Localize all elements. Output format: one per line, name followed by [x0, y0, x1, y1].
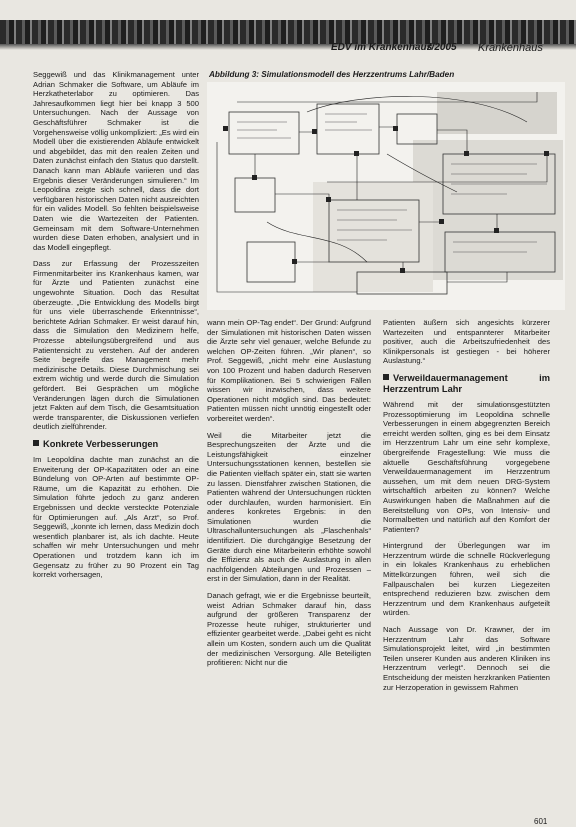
paragraph: Nach Aussage von Dr. Krawner, der im Herzzentrum Lahr das Software Simulationsprojekt leitet, wird „in bestimmten Teilen unserer Kunden aus anderen Kliniken ins Herzzentrum verlegt“. Dennoch sei die Entscheidung der meisten herzkranken Patienten zur Herzoperation in gewissem Rahmen	[383, 625, 550, 692]
running-header	[0, 42, 576, 56]
page-number: 601	[534, 817, 548, 826]
header-band	[0, 20, 576, 44]
paragraph: Dass zur Erfassung der Prozesszeiten Firmenmitarbeiter ins Krankenhaus kamen, war für Ärzte und Patienten zunächst eine ungewohnte Situation. Doch das Resultat überzeugte. „Die Entwicklung des Modells birgt für uns viele überraschende Erkenntnisse“, berichtete Adrian Schmaker. Er weist darauf hin, dass die Simulation den Medizinern helfe, Prozesse abteilungsübergreifend und aus Patientensicht zu verstehen. Auf der anderen Seite begreife das Management mehr medizinische Details. Diese Durchmischung sei extrem wichtig und werde durch die Simulation gefördert. Bei Gesprächen um mögliche Veränderungen lägen durch die Simulationen jetzt Fakten auf dem Tisch, die Gesamtsituation werde transparenter, die Diskussionen verliefen deutlich zielführender.	[33, 259, 199, 432]
paragraph: wann mein OP-Tag endet“. Der Grund: Aufgrund der Simulationen mit historischen Daten wissen die Ärzte sehr viel genauer, welche Befunde zu welchen OP-Zeiten führen. „Wir planen“, so Prof. Seggewiß, „nicht mehr eine Auslastung von 100 Prozent und haben dadurch Reserven für Komplikationen. Bei 5 schwierigen Fällen wissen wir inzwischen, dass weitere Operationen nicht möglich sind. Das bedeutet: Patienten müssen nicht unnötig eingestellt oder vorbereitet werden“.	[207, 318, 371, 423]
paragraph: Danach gefragt, wie er die Ergebnisse beurteilt, weist Adrian Schmaker darauf hin, dass aufgrund der größeren Transparenz der Prozesse heute ruhiger, strukturierter und effizienter gearbeitet werde. „Dabei geht es nicht allein um Kosten, sondern auch um die Qualität der medizinischen Versorgung. Alle Beteiligten profitieren: Nicht nur die	[207, 591, 371, 668]
section-heading: Verweildauermanagement im Herzzentrum Lahr	[383, 372, 550, 394]
column-2	[207, 318, 371, 675]
column-3	[383, 318, 550, 699]
paragraph: Weil die Mitarbeiter jetzt die Besprechungszeiten der Ärzte und die Leistungsfähigkeit einzelner Untersuchungsstationen kennen, bestellen sie die Patienten vielfach später ein, statt sie warten zu lassen. Dienstfahrer zwischen Stationen, die Patienten während der Untersuchungen rückten oder durchlaufen, wurden harmonisiert. Ein anderes konkretes Ergebnis: in den Simulationen wurden die Ultraschalluntersuchungen als „Flaschenhals“ identifiziert. Die durchgängige Besetzung der Geräte durch eine Mitarbeiterin erhöhte sowohl die Effizienz als auch die Auslastung in allen nachfolgenden Abteilungen und Prozessen – erst in der Simulation, dann in der Realität.	[207, 430, 371, 584]
column-1	[33, 70, 199, 587]
header-magazine: Krankenhaus	[478, 42, 543, 54]
figure-caption: Abbildung 3: Simulationsmodell des Herzzentrums Lahr/Baden	[209, 70, 455, 79]
paragraph: Während mit der simulationsgestützten Prozessoptimierung im Leopoldina schnelle Verbesserungen in einem abgegrenzten Bereich erreicht werden sollten, ging es bei dem Einsatz im Herzzentrum Lahr um eine sehr komplexe, übergreifende Fragestellung: Wie muss die aktuelle Geschäftsführung vorgegebene Verweildauermanagement im Herzzentrum aussehen, um mit dem neuen DRG-System wirtschaftlich arbeiten zu können? Welche Auswirkungen haben die Maßnahmen auf die Bereitstellung von OPs, von Intensiv- und Normalbetten und natürlich auf den Komfort der Patienten?	[383, 399, 550, 534]
square-bullet-icon	[33, 440, 39, 446]
simulation-model-figure	[207, 82, 565, 310]
section-heading: Konkrete Verbesserungen	[33, 439, 199, 450]
square-bullet-icon	[383, 374, 389, 380]
paragraph: Seggewiß und das Klinikmanagement unter Adrian Schmaker die Software, um Abläufe im Herzkatheterlabor zu optimieren. Das Jahresaufkommen liegt hier bei knapp 3 500 Untersuchungen. Nach der Aussage von Geschäftsführer Schmaker ist die Vorgehensweise völlig unkompliziert: „Es wird ein Modell über die existierenden Abläufe entwickelt und abgebildet, das mit den realen Zeiten und Daten zunächst einfach den Status quo darstellt. Danach kann man Abläufe variieren und das Ergebnis dieser Veränderungen simulieren.“ Im Leopoldina zeigte sich schnell, dass die dort verfügbaren historischen Daten nicht ausreichten für ein valides Modell. So fehlten beispielsweise Daten wie die Wartezeiten der Patienten. Gemeinsam mit dem Software-Unternehmen wurden diese Daten erhoben, analysiert und in das Modell eingepflegt.	[33, 70, 199, 252]
paragraph: Patienten äußern sich angesichts kürzerer Wartezeiten und entspannterer Mitarbeiter positiver, auch die Arbeitszufriedenheit des Klinikpersonals ist gestiegen - bei höherer Auslastung.“	[383, 318, 550, 366]
paragraph: Im Leopoldina dachte man zunächst an die Erweiterung der OP-Kapazitäten oder an eine Bündelung von OP-Arten auf bestimmte OP-Räume, um die Kapazität zu erhöhen. Die Simulation führte jedoch zu ganz anderen Ergebnissen und deckte versteckte Potenziale für Optimierungen auf. „Als Arzt“, so Prof. Seggewiß, „konnte ich lernen, dass Medizin doch wesentlich planbarer ist, als ich dachte. Heute schaffen wir mehr Untersuchungen und mehr Operationen und trotzdem kann ich im Gegensatz zu früher zu 90 Prozent ein Tag korrekt vorhersagen,	[33, 454, 199, 580]
header-section: EDV im Krankenhaus	[331, 42, 433, 53]
header-issue: 7/2005	[426, 42, 457, 53]
paragraph: Hintergrund der Überlegungen war im Herzzentrum würde die schnelle Rückverlegung in ein lokales Krankenhaus zu erheblichen Mittelkürzungen führen, weil sich die Fallpauschalen bei kurzen Liegezeiten entsprechend reduzieren bzw. zwischen dem Herzzentrum und dem Krankenhaus aufgeteilt würden.	[383, 541, 550, 618]
